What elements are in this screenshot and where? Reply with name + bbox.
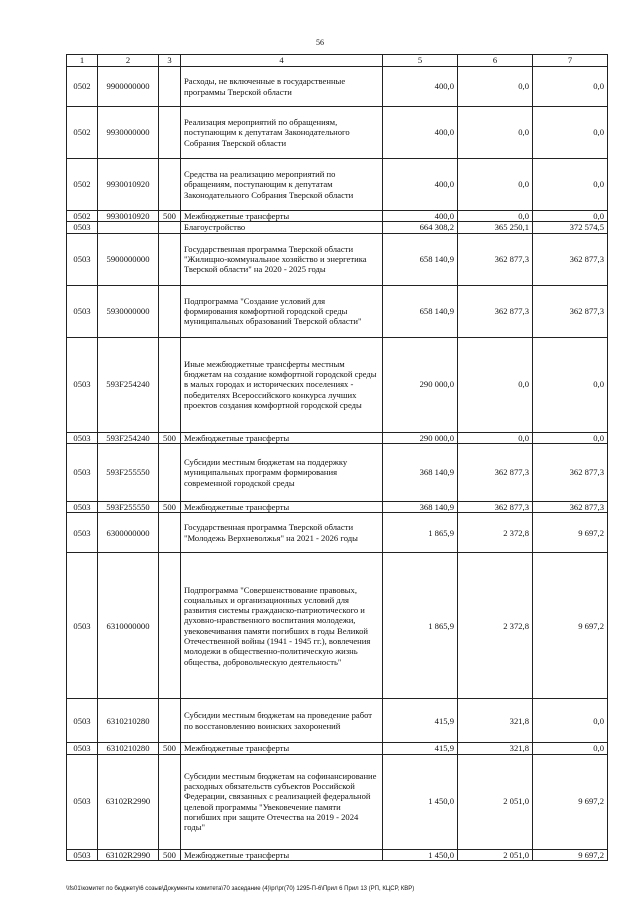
target-code-cell (98, 222, 159, 233)
section-code-cell: 0503 (67, 337, 98, 432)
expense-type-cell (159, 553, 181, 699)
column-header: 1 (67, 55, 98, 67)
table-row (67, 337, 608, 432)
item-name-cell: Иные межбюджетные трансферты местным бюджетам на создание комфортной городской среды в малых городах и исторических поселениях - победителях Всероссийского конкурса лучших проектов создания комфортной городской среды (181, 337, 383, 432)
item-name-cell: Субсидии местным бюджетам на поддержку муниципальных программ формирования современной городской среды (181, 443, 383, 501)
amount-col6-cell: 365 250,1 (458, 222, 533, 233)
file-path-footer: \\fs01\комитет по бюджету\6 созыв\Документы комитета\70 заседание (4)\рг\рг(70) 1295-П-6\Прил 6 Прил 13 (РП, КЦСР, КВР) (66, 886, 415, 892)
table-row (67, 285, 608, 337)
amount-col6-cell: 0,0 (458, 107, 533, 159)
target-code-cell: 6310210280 (98, 743, 159, 754)
amount-col5-cell: 400,0 (383, 67, 458, 107)
amount-col5-cell: 658 140,9 (383, 285, 458, 337)
item-name-cell: Государственная программа Тверской области "Жилищно-коммунальное хозяйство и энергетика Тверской области" на 2020 - 2025 годы (181, 233, 383, 285)
table-row (67, 501, 608, 512)
section-code-cell: 0502 (67, 67, 98, 107)
target-code-cell: 593F254240 (98, 337, 159, 432)
amount-col6-cell: 0,0 (458, 432, 533, 443)
section-code-cell: 0503 (67, 754, 98, 849)
amount-col6-cell: 2 372,8 (458, 513, 533, 553)
table-row (67, 233, 608, 285)
item-name-cell: Субсидии местным бюджетам на софинансирование расходных обязательств субъектов Российской Федерации, связанных с реализацией федеральной целевой программы "Увековечение памяти погибших при защите Отечества на 2019 - 2024 годы" (181, 754, 383, 849)
table-row (67, 743, 608, 754)
amount-col5-cell: 400,0 (383, 107, 458, 159)
target-code-cell: 5930000000 (98, 285, 159, 337)
amount-col7-cell: 0,0 (533, 432, 608, 443)
target-code-cell: 9930010920 (98, 211, 159, 222)
amount-col6-cell: 2 372,8 (458, 553, 533, 699)
item-name-cell: Межбюджетные трансферты (181, 743, 383, 754)
amount-col7-cell: 362 877,3 (533, 233, 608, 285)
section-code-cell: 0502 (67, 159, 98, 211)
item-name-cell: Расходы, не включенные в государственные программы Тверской области (181, 67, 383, 107)
amount-col5-cell: 1 865,9 (383, 553, 458, 699)
column-header: 3 (159, 55, 181, 67)
section-code-cell: 0503 (67, 432, 98, 443)
budget-table (66, 54, 608, 861)
table-row (67, 159, 608, 211)
target-code-cell: 593F255550 (98, 501, 159, 512)
expense-type-cell (159, 337, 181, 432)
expense-type-cell (159, 67, 181, 107)
item-name-cell: Межбюджетные трансферты (181, 432, 383, 443)
expense-type-cell (159, 233, 181, 285)
amount-col6-cell: 321,8 (458, 699, 533, 743)
expense-type-cell (159, 222, 181, 233)
amount-col6-cell: 321,8 (458, 743, 533, 754)
section-code-cell: 0503 (67, 699, 98, 743)
amount-col7-cell: 0,0 (533, 67, 608, 107)
section-code-cell: 0502 (67, 211, 98, 222)
expense-type-cell (159, 159, 181, 211)
amount-col6-cell: 362 877,3 (458, 233, 533, 285)
expense-type-cell (159, 443, 181, 501)
page-number: 56 (316, 38, 324, 47)
amount-col7-cell: 362 877,3 (533, 443, 608, 501)
section-code-cell: 0503 (67, 849, 98, 860)
amount-col5-cell: 368 140,9 (383, 501, 458, 512)
amount-col7-cell: 0,0 (533, 699, 608, 743)
section-code-cell: 0502 (67, 107, 98, 159)
amount-col5-cell: 290 000,0 (383, 432, 458, 443)
amount-col7-cell: 0,0 (533, 159, 608, 211)
amount-col5-cell: 658 140,9 (383, 233, 458, 285)
amount-col5-cell: 1 450,0 (383, 849, 458, 860)
amount-col6-cell: 2 051,0 (458, 849, 533, 860)
amount-col5-cell: 415,9 (383, 699, 458, 743)
amount-col6-cell: 0,0 (458, 211, 533, 222)
amount-col6-cell: 0,0 (458, 337, 533, 432)
target-code-cell: 593F255550 (98, 443, 159, 501)
item-name-cell: Государственная программа Тверской области "Молодежь Верхневолжья" на 2021 - 2026 годы (181, 513, 383, 553)
item-name-cell: Межбюджетные трансферты (181, 849, 383, 860)
table-row (67, 553, 608, 699)
expense-type-cell: 500 (159, 743, 181, 754)
amount-col7-cell: 0,0 (533, 743, 608, 754)
table-row (67, 107, 608, 159)
expense-type-cell: 500 (159, 432, 181, 443)
table-row (67, 754, 608, 849)
item-name-cell: Средства на реализацию мероприятий по обращениям, поступающим к депутатам Законодательного Собрания Тверской области (181, 159, 383, 211)
section-code-cell: 0503 (67, 743, 98, 754)
amount-col7-cell: 9 697,2 (533, 754, 608, 849)
item-name-cell: Благоустройство (181, 222, 383, 233)
column-header: 5 (383, 55, 458, 67)
item-name-cell: Подпрограмма "Создание условий для формирования комфортной городской среды муниципальных образований Тверской области" (181, 285, 383, 337)
table-row (67, 849, 608, 860)
target-code-cell: 9930010920 (98, 159, 159, 211)
amount-col7-cell: 9 697,2 (533, 553, 608, 699)
section-code-cell: 0503 (67, 233, 98, 285)
target-code-cell: 6310000000 (98, 553, 159, 699)
amount-col5-cell: 290 000,0 (383, 337, 458, 432)
column-header-row (67, 55, 608, 67)
column-header: 2 (98, 55, 159, 67)
amount-col6-cell: 0,0 (458, 67, 533, 107)
amount-col5-cell: 400,0 (383, 159, 458, 211)
target-code-cell: 6310210280 (98, 699, 159, 743)
amount-col5-cell: 368 140,9 (383, 443, 458, 501)
section-code-cell: 0503 (67, 285, 98, 337)
expense-type-cell: 500 (159, 501, 181, 512)
amount-col5-cell: 1 865,9 (383, 513, 458, 553)
amount-col6-cell: 2 051,0 (458, 754, 533, 849)
section-code-cell: 0503 (67, 443, 98, 501)
amount-col7-cell: 0,0 (533, 337, 608, 432)
expense-type-cell: 500 (159, 849, 181, 860)
table-row (67, 211, 608, 222)
amount-col6-cell: 362 877,3 (458, 501, 533, 512)
section-code-cell: 0503 (67, 553, 98, 699)
item-name-cell: Межбюджетные трансферты (181, 501, 383, 512)
amount-col6-cell: 0,0 (458, 159, 533, 211)
target-code-cell: 9930000000 (98, 107, 159, 159)
expense-type-cell: 500 (159, 211, 181, 222)
amount-col7-cell: 372 574,5 (533, 222, 608, 233)
amount-col5-cell: 664 308,2 (383, 222, 458, 233)
section-code-cell: 0503 (67, 501, 98, 512)
amount-col5-cell: 415,9 (383, 743, 458, 754)
section-code-cell: 0503 (67, 222, 98, 233)
section-code-cell: 0503 (67, 513, 98, 553)
amount-col5-cell: 400,0 (383, 211, 458, 222)
target-code-cell: 63102R2990 (98, 754, 159, 849)
table-row (67, 699, 608, 743)
amount-col5-cell: 1 450,0 (383, 754, 458, 849)
expense-type-cell (159, 513, 181, 553)
item-name-cell: Подпрограмма "Совершенствование правовых, социальных и организационных условий для развития системы гражданско-патриотического и духовно-нравственного воспитания молодежи, увековечивания памяти погибших в годы Великой Отечественной войны (1941 - 1945 гг.), вовлечения молодежи в общественно-политическую жизнь общества, добровольческую деятельность" (181, 553, 383, 699)
table-row (67, 513, 608, 553)
item-name-cell: Реализация мероприятий по обращениям, поступающим к депутатам Законодательного Собрания Тверской области (181, 107, 383, 159)
item-name-cell: Межбюджетные трансферты (181, 211, 383, 222)
column-header: 6 (458, 55, 533, 67)
amount-col7-cell: 9 697,2 (533, 849, 608, 860)
expense-type-cell (159, 754, 181, 849)
column-header: 7 (533, 55, 608, 67)
target-code-cell: 5900000000 (98, 233, 159, 285)
target-code-cell: 63102R2990 (98, 849, 159, 860)
table-row (67, 67, 608, 107)
target-code-cell: 593F254240 (98, 432, 159, 443)
target-code-cell: 9900000000 (98, 67, 159, 107)
amount-col7-cell: 362 877,3 (533, 285, 608, 337)
expense-type-cell (159, 285, 181, 337)
column-header: 4 (181, 55, 383, 67)
amount-col7-cell: 362 877,3 (533, 501, 608, 512)
item-name-cell: Субсидии местным бюджетам на проведение работ по восстановлению воинских захоронений (181, 699, 383, 743)
amount-col6-cell: 362 877,3 (458, 285, 533, 337)
expense-type-cell (159, 699, 181, 743)
expense-type-cell (159, 107, 181, 159)
table-row (67, 432, 608, 443)
target-code-cell: 6300000000 (98, 513, 159, 553)
amount-col7-cell: 0,0 (533, 107, 608, 159)
table-row (67, 443, 608, 501)
amount-col6-cell: 362 877,3 (458, 443, 533, 501)
amount-col7-cell: 9 697,2 (533, 513, 608, 553)
amount-col7-cell: 0,0 (533, 211, 608, 222)
table-row (67, 222, 608, 233)
